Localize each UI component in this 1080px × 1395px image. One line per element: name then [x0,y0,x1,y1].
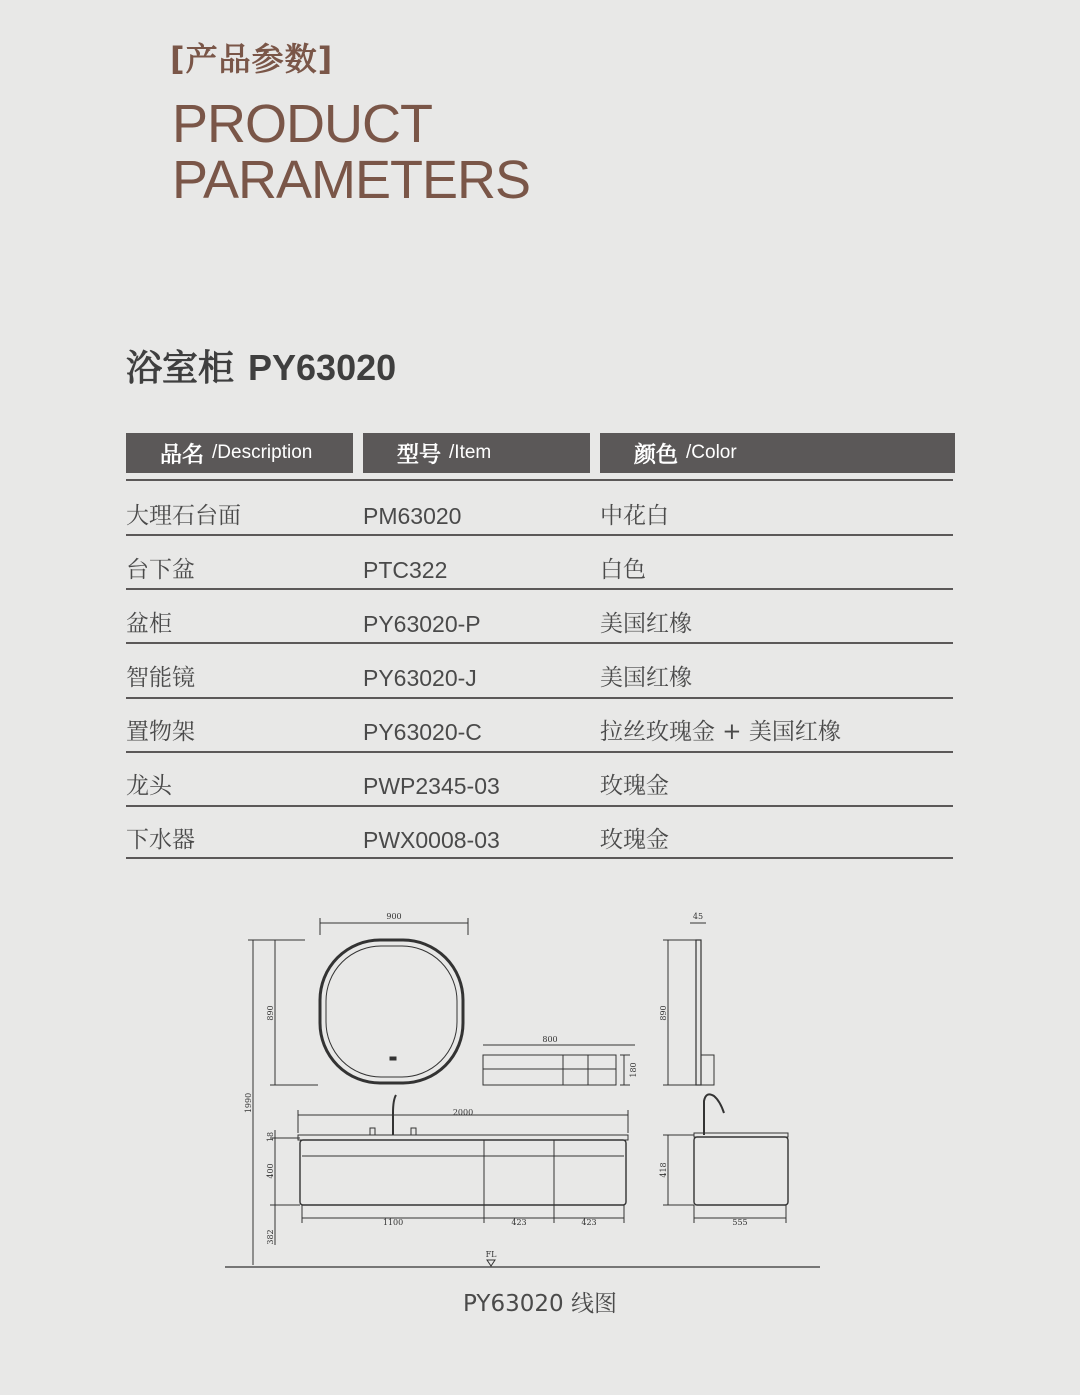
dim-side-cab-height: 418 [659,1162,668,1178]
cell-item: PWX0008-03 [363,827,500,853]
column-header-cn: 型号 [397,442,442,468]
dim-cabinet-height: 400 [266,1163,275,1179]
section-tag: [产品参数] [170,40,334,78]
drawing-caption: PY63020 线图 [463,1291,617,1317]
column-header-en: /Item [449,442,492,463]
cell-item: PY63020-J [363,665,477,691]
cell-name: 盆柜 [126,611,172,637]
cell-name: 置物架 [126,719,195,745]
cell-item: PTC322 [363,557,448,583]
cell-name: 台下盆 [126,557,195,583]
cell-color: 玫瑰金 [600,773,669,799]
dim-mirror-width: 900 [386,912,402,921]
title-line-2: PARAMETERS [172,150,531,210]
dim-shelf-height: 180 [629,1062,638,1078]
column-header-cn: 品名 [160,442,205,468]
dim-floor-gap: 382 [266,1229,275,1245]
column-header-color [600,433,955,473]
floor-label: FL [485,1250,497,1259]
countertop [298,1135,628,1140]
cell-item: PY63020-P [363,611,481,637]
cell-color: 白色 [600,557,646,583]
table-row [126,813,953,867]
dim-cab-mid: 423 [511,1218,527,1227]
vanity-cabinet [300,1140,626,1205]
column-header-cn: 颜色 [634,442,679,468]
section-title [172,96,530,208]
table-divider [126,857,953,859]
wall-shelf [483,1055,616,1085]
product-title [126,340,396,391]
cell-name: 下水器 [126,827,195,853]
cell-item: PM63020 [363,503,462,529]
dim-side-mirror-depth: 45 [692,912,704,921]
dim-total-height: 1990 [244,1092,253,1114]
cell-item: PWP2345-03 [363,773,500,799]
table-divider [126,697,953,699]
table-divider [126,642,953,644]
dim-top-thickness: 18 [266,1131,275,1143]
column-header-description [126,433,353,473]
line-drawing [220,905,840,1275]
cell-name: 龙头 [126,773,172,799]
side-cabinet [694,1137,788,1205]
cell-name: 大理石台面 [126,503,241,529]
cell-name: 智能镜 [126,665,195,691]
cell-color: 美国红橡 [600,611,692,637]
dim-cab-left: 1100 [382,1218,404,1227]
column-header-item [363,433,590,473]
table-divider [126,588,953,590]
column-header-en: /Color [686,442,737,463]
dim-side-mirror-height: 890 [659,1005,668,1021]
dim-top-width: 2000 [452,1108,474,1117]
cell-color: 玫瑰金 [600,827,669,853]
product-code: PY63020 [248,347,397,388]
column-header-en: /Description [212,442,313,463]
title-line-1: PRODUCT [172,94,432,154]
table-divider [126,751,953,753]
cell-color: 中花白 [600,503,669,529]
cell-item: PY63020-C [363,719,482,745]
dim-side-cab-depth: 555 [732,1218,748,1227]
table-divider [126,805,953,807]
table-divider [126,479,953,481]
dim-mirror-height: 890 [266,1005,275,1021]
product-name: 浴室柜 [126,348,235,389]
cell-color: 美国红橡 [600,665,692,691]
round-mirror [320,940,463,1083]
cell-color: 拉丝玫瑰金 + 美国红橡 [600,719,841,745]
dim-shelf-width: 800 [542,1035,558,1044]
side-mirror [696,940,701,1085]
dim-cab-right: 423 [581,1218,597,1227]
table-divider [126,534,953,536]
